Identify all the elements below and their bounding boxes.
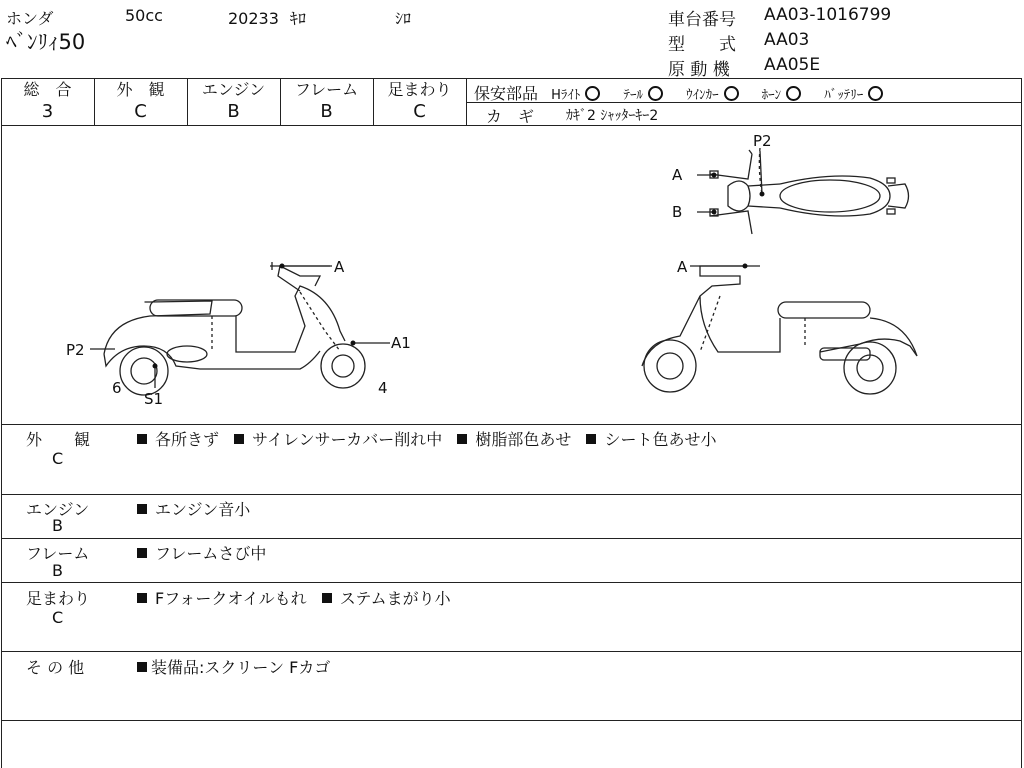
list-item: 樹脂部色あせ [475, 430, 572, 449]
list-item: シート色あせ小 [604, 430, 717, 449]
bullet-square-icon [137, 434, 147, 444]
safety-item-headlight: Hﾗｲﾄ [551, 88, 581, 103]
grade-label: フレーム [294, 80, 359, 99]
mileage-unit: ｷﾛ [290, 9, 307, 28]
maker: ホンダ [6, 9, 54, 28]
grade-value: B [320, 101, 333, 122]
ok-circle-icon [585, 86, 600, 101]
divider [1, 720, 1022, 721]
list-item: 装備品:スクリーン Fカゴ [151, 658, 331, 677]
engine-label: 原 動 機 [668, 60, 730, 80]
grade-exterior [94, 79, 187, 125]
mileage-value: 20233 [228, 9, 279, 28]
grade-value: 3 [41, 101, 54, 122]
mark-left-a1: A1 [391, 334, 411, 352]
frame-no-label: 車台番号 [668, 10, 736, 30]
divider [1, 538, 1022, 539]
list-item: サイレンサーカバー削れ中 [252, 430, 443, 449]
safety-parts [474, 81, 883, 104]
border-right [1021, 78, 1022, 768]
mark-top-p2: P2 [753, 132, 772, 150]
displacement: 50cc [125, 6, 163, 25]
bullet-square-icon [322, 593, 332, 603]
divider [1, 494, 1022, 495]
list-item: エンジン音小 [155, 500, 251, 519]
grade-value: B [227, 101, 240, 122]
grade-value: C [134, 101, 147, 122]
model-name: ﾍﾞﾝﾘｨ50 [6, 30, 86, 54]
mark-left-a: A [334, 258, 345, 276]
type-value: AA03 [764, 30, 810, 50]
section-exterior-grade: C [52, 449, 64, 468]
frame-no: AA03-1016799 [764, 5, 892, 25]
mark-right-a: A [677, 258, 688, 276]
grade-label: エンジン [201, 80, 266, 99]
section-suspension-label: 足まわり [26, 589, 91, 608]
grade-engine [187, 79, 280, 125]
key-label: カ ギ [486, 107, 535, 126]
list-item: フレームさび中 [155, 544, 267, 563]
grade-value: C [413, 101, 426, 122]
bullet-square-icon [457, 434, 467, 444]
mark-left-6: 6 [112, 379, 122, 397]
ok-circle-icon [724, 86, 739, 101]
safety-item-battery: ﾊﾞｯﾃﾘｰ [824, 88, 864, 103]
bullet-square-icon [586, 434, 596, 444]
divider [1, 651, 1022, 652]
bullet-square-icon [137, 662, 147, 672]
divider [1, 582, 1022, 583]
section-suspension-items [137, 586, 451, 609]
section-engine-label: エンジン [26, 500, 90, 519]
section-engine-items [137, 497, 250, 520]
section-exterior-items [137, 427, 717, 450]
list-item: 各所きず [155, 430, 220, 449]
color: ｼﾛ [395, 9, 412, 28]
section-other-label: そ の 他 [26, 658, 85, 677]
scooter-side-right [642, 266, 917, 394]
section-suspension-grade: C [52, 608, 64, 627]
section-frame-grade: B [52, 561, 63, 580]
ok-circle-icon [868, 86, 883, 101]
scooter-top-view [710, 148, 909, 234]
mark-left-4: 4 [378, 379, 388, 397]
section-frame-label: フレーム [26, 544, 90, 563]
engine-value: AA05E [764, 55, 821, 75]
safety-item-winker: ｳｲﾝｶｰ [686, 88, 719, 103]
mark-top-b: B [672, 203, 683, 221]
mileage [228, 6, 306, 29]
key-value: ｶｷﾞ2 ｼｬｯﾀｰｷｰ2 [566, 108, 659, 124]
bullet-square-icon [234, 434, 244, 444]
safety-title: 保安部品 [474, 84, 539, 103]
safety-item-horn: ﾎｰﾝ [761, 88, 782, 103]
section-frame-items [137, 541, 266, 564]
section-other-items [137, 655, 330, 678]
safety-item-tail: ﾃｰﾙ [623, 88, 643, 103]
ok-circle-icon [786, 86, 801, 101]
divider [466, 78, 467, 125]
grade-label: 外 観 [116, 80, 165, 99]
grade-frame [280, 79, 373, 125]
divider [1, 424, 1022, 425]
bullet-square-icon [137, 593, 147, 603]
grade-label: 総 合 [23, 80, 72, 99]
ok-circle-icon [648, 86, 663, 101]
section-exterior-label: 外 観 [26, 430, 91, 449]
list-item: ステムまがり小 [339, 589, 451, 608]
list-item: Fフォークオイルもれ [155, 589, 307, 608]
grade-label: 足まわり [387, 80, 452, 99]
mark-top-a: A [672, 166, 683, 184]
damage-diagram [0, 126, 1020, 423]
type-label: 型 式 [668, 35, 736, 55]
grade-overall [1, 79, 94, 125]
scooter-side-left [104, 262, 365, 395]
section-engine-grade: B [52, 516, 63, 535]
bullet-square-icon [137, 504, 147, 514]
grade-suspension [373, 79, 466, 125]
mark-left-s1: S1 [144, 390, 164, 408]
mark-left-p2: P2 [66, 341, 85, 359]
bullet-square-icon [137, 548, 147, 558]
